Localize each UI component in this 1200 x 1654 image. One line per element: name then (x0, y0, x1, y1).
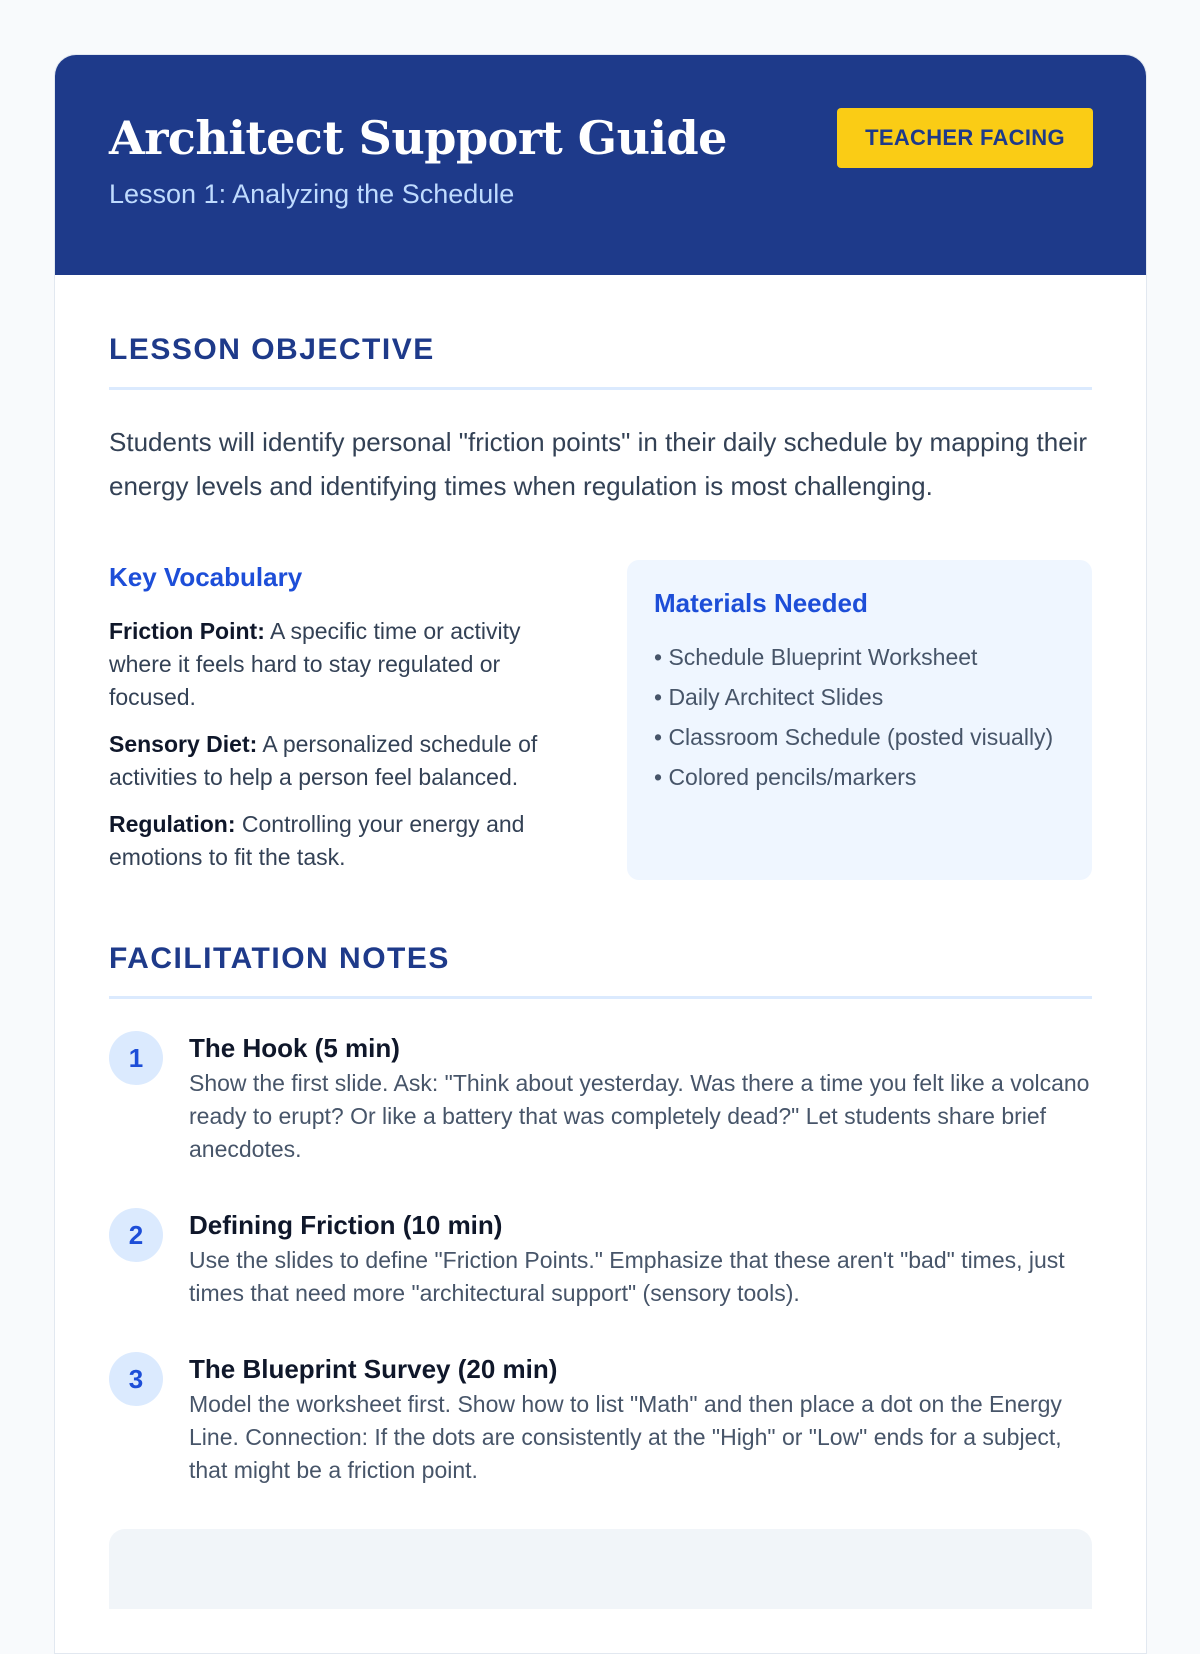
materials-list (654, 641, 1065, 794)
vocab-item (109, 728, 579, 794)
materials-list-item: • Classroom Schedule (posted visually) (654, 724, 1054, 750)
vocab-definition: A personalized schedule of activities to help a person feel balanced. (109, 731, 538, 790)
facilitation-step (109, 1031, 1092, 1166)
vocab-item (109, 615, 579, 714)
step-text: Model the worksheet first. Show how to list "Math" and then place a dot on the Energy Line. Connection: If the dots are consistently at the "High" or "Low" ends for a subject, that might be a friction point. (189, 1391, 1062, 1483)
step-number-badge: 2 (109, 1208, 163, 1262)
key-vocabulary-heading: Key Vocabulary (109, 562, 303, 592)
step-title: The Blueprint Survey (20 min) (189, 1354, 558, 1384)
guide-card (54, 54, 1147, 1654)
lesson-objective-section (109, 333, 1092, 508)
footer-callout-box (109, 1529, 1092, 1609)
vocab-materials-row (109, 560, 1092, 880)
step-body (189, 1352, 1092, 1487)
step-body (189, 1031, 1092, 1166)
step-text: Use the slides to define "Friction Points." Emphasize that these aren't "bad" times, just times that need more "architectural support" (sensory tools). (189, 1247, 1065, 1306)
step-number-badge: 3 (109, 1352, 163, 1406)
facilitation-notes-heading: FACILITATION NOTES (109, 942, 1092, 999)
vocab-item (109, 808, 579, 874)
lesson-objective-heading: LESSON OBJECTIVE (109, 333, 1092, 390)
vocab-term: Friction Point: (109, 618, 265, 644)
step-title: Defining Friction (10 min) (189, 1210, 503, 1240)
materials-list-item: • Colored pencils/markers (654, 764, 917, 790)
vocab-term: Sensory Diet: (109, 731, 258, 757)
materials-needed-heading: Materials Needed (654, 588, 868, 618)
key-vocabulary (109, 560, 579, 880)
vocab-definition: A specific time or activity where it feels hard to stay regulated or focused. (109, 618, 521, 710)
page-title: Architect Support Guide (109, 111, 727, 165)
guide-header (55, 55, 1146, 275)
vocab-definition: Controlling your energy and emotions to fit the task. (109, 811, 525, 870)
step-body (189, 1208, 1092, 1310)
teacher-facing-badge: TEACHER FACING (837, 108, 1093, 168)
facilitation-step (109, 1208, 1092, 1310)
step-title: The Hook (5 min) (189, 1033, 400, 1063)
guide-content (55, 275, 1146, 1609)
materials-needed-box (627, 560, 1092, 880)
lesson-objective-text: Students will identify personal "friction points" in their daily schedule by mapping their energy levels and identifying times when regulation is most challenging. (109, 427, 1088, 501)
lesson-subtitle: Lesson 1: Analyzing the Schedule (109, 179, 515, 209)
materials-list-item: • Schedule Blueprint Worksheet (654, 644, 978, 670)
vocab-term: Regulation: (109, 811, 236, 837)
step-number-badge: 1 (109, 1031, 163, 1085)
facilitation-step (109, 1352, 1092, 1487)
materials-list-item: • Daily Architect Slides (654, 684, 884, 710)
facilitation-steps (109, 1031, 1092, 1487)
facilitation-notes-section (109, 942, 1092, 1487)
step-text: Show the first slide. Ask: "Think about yesterday. Was there a time you felt like a volcano ready to erupt? Or like a battery that was completely dead?" Let students share brief anecdotes. (189, 1070, 1090, 1162)
